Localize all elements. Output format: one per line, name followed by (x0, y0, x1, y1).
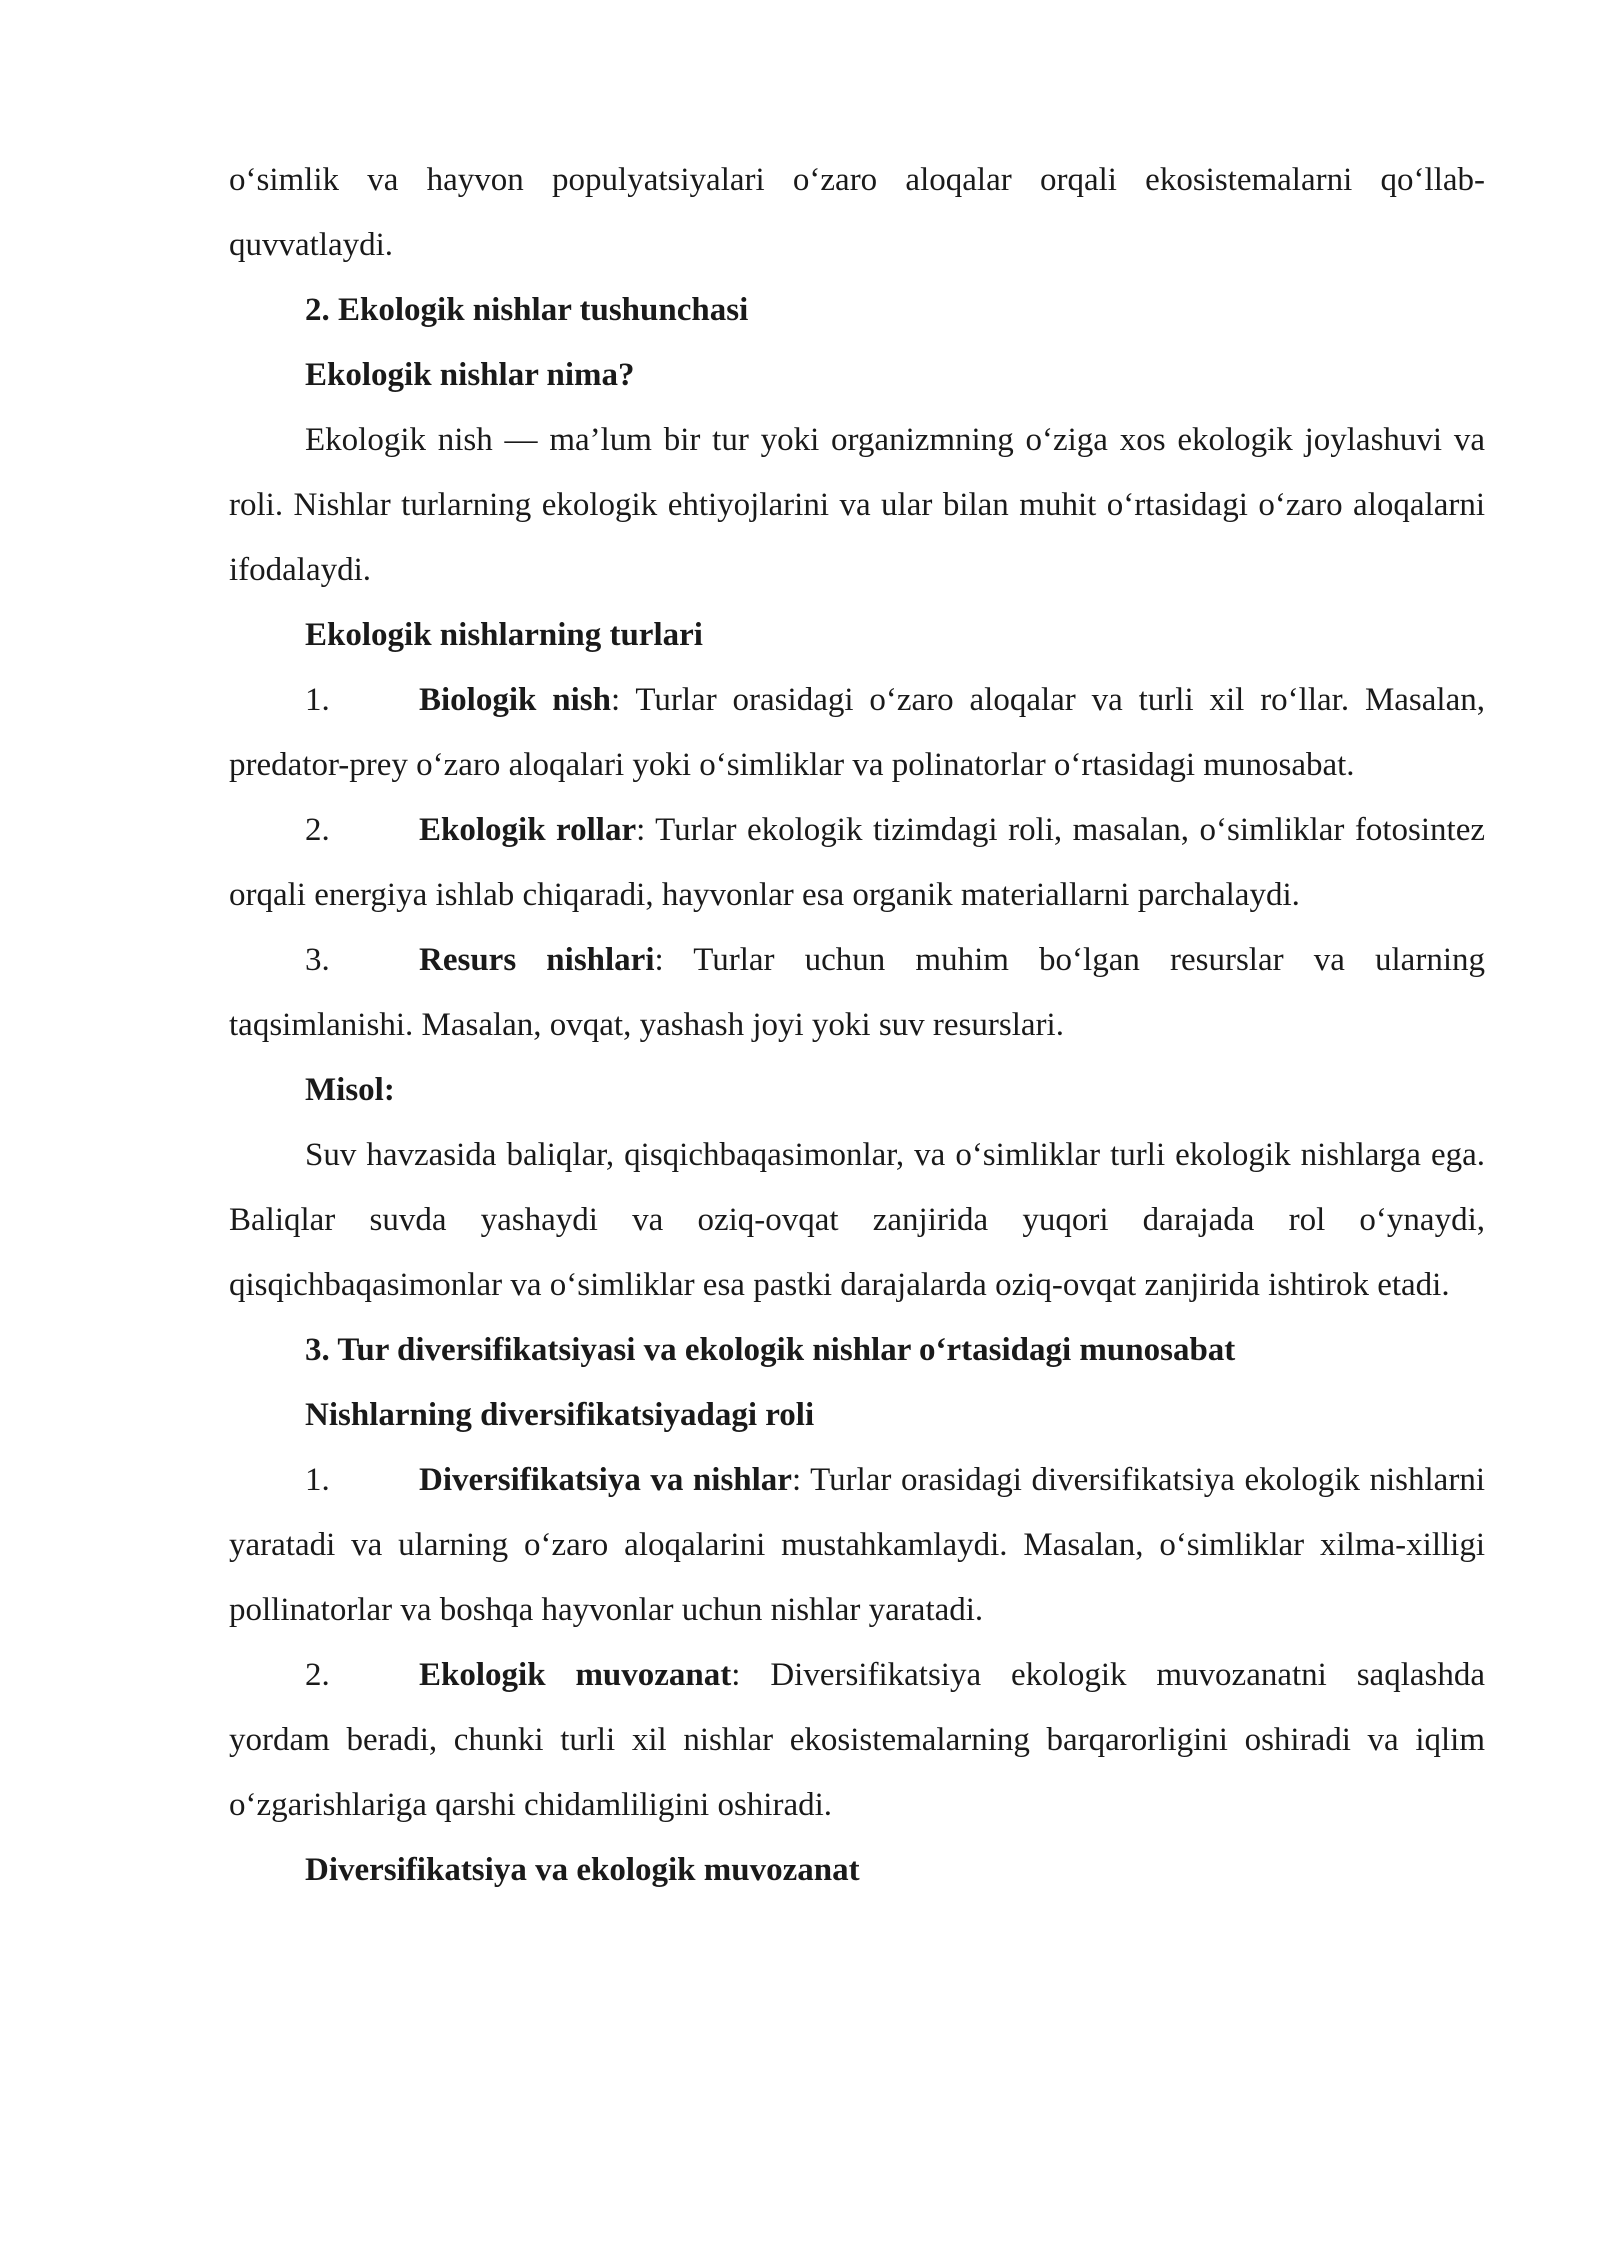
list-item (229, 798, 1485, 928)
list-item-number: 1. (305, 1462, 330, 1498)
list-item (229, 668, 1485, 798)
list-item-text: : Turlar uchun muhim bo‘lgan resurslar va ularning taqsimlanishi. Masalan, ovqat, yashash joyi yoki suv resurslari. (229, 942, 1485, 1043)
list-item-term: Ekologik rollar (419, 812, 637, 848)
niche-types-heading: Ekologik nishlarning turlari (305, 617, 703, 653)
definition-paragraph: Ekologik nish — ma’lum bir tur yoki organizmning o‘ziga xos ekologik joylashuvi va roli. Nishlar turlarning ekologik ehtiyojlarini va ular bilan muhit o‘rtasidagi o‘zaro aloqalarni ifodalaydi. (229, 422, 1485, 588)
example-paragraph: Suv havzasida baliqlar, qisqichbaqasimonlar, va o‘simliklar turli ekologik nishlarga ega. Baliqlar suvda yashaydi va oziq-ovqat zanjirida yuqori darajada rol o‘ynaydi, qisqichbaqasimonlar va o‘simliklar esa pastki darajalarda oziq-ovqat zanjirida ishtirok etadi. (229, 1137, 1485, 1303)
list-item (229, 1448, 1485, 1643)
list-item (229, 928, 1485, 1058)
what-is-niche-heading: Ekologik nishlar nima? (305, 357, 635, 393)
list-item-number: 3. (305, 942, 330, 978)
list-item-term: Diversifikatsiya va nishlar (419, 1462, 792, 1498)
list-item-number: 1. (305, 682, 330, 718)
example-heading: Misol: (305, 1072, 395, 1108)
list-item-text: : Diversifikatsiya ekologik muvozanatni saqlashda yordam beradi, chunki turli xil nishlar ekosistemalarning barqarorligini oshiradi va iqlim o‘zgarishlariga qarshi chidamliligini oshiradi. (229, 1657, 1486, 1823)
intro-paragraph: o‘simlik va hayvon populyatsiyalari o‘zaro aloqalar orqali ekosistemalarni qo‘llab-quvvatlaydi. (229, 162, 1485, 263)
section-2-heading: 2. Ekologik nishlar tushunchasi (305, 292, 749, 328)
list-item-number: 2. (305, 812, 330, 848)
list-item-text: : Turlar ekologik tizimdagi roli, masalan, o‘simliklar fotosintez orqali energiya ishlab chiqaradi, hayvonlar esa organik materiallarni parchalaydi. (229, 812, 1485, 913)
list-item-term: Biologik nish (419, 682, 611, 718)
list-item-text: : Turlar orasidagi diversifikatsiya ekologik nishlarni yaratadi va ularning o‘zaro aloqalarini mustahkamlaydi. Masalan, o‘simliklar xilma-xilligi pollinatorlar va boshqa hayvonlar uchun nishlar yaratadi. (229, 1462, 1485, 1628)
list-item-number: 2. (305, 1657, 330, 1693)
balance-heading: Diversifikatsiya va ekologik muvozanat (305, 1852, 860, 1888)
list-item-term: Resurs nishlari (419, 942, 655, 978)
list-item-text: : Turlar orasidagi o‘zaro aloqalar va turli xil ro‘llar. Masalan, predator-prey o‘zaro aloqalari yoki o‘simliklar va polinatorlar o‘rtasidagi munosabat. (229, 682, 1485, 783)
list-item-term: Ekologik muvozanat (419, 1657, 732, 1693)
niche-role-heading: Nishlarning diversifikatsiyadagi roli (305, 1397, 815, 1433)
document-page (229, 148, 1485, 1903)
list-item (229, 1643, 1485, 1838)
section-3-heading: 3. Tur diversifikatsiyasi va ekologik nishlar o‘rtasidagi munosabat (305, 1332, 1236, 1368)
